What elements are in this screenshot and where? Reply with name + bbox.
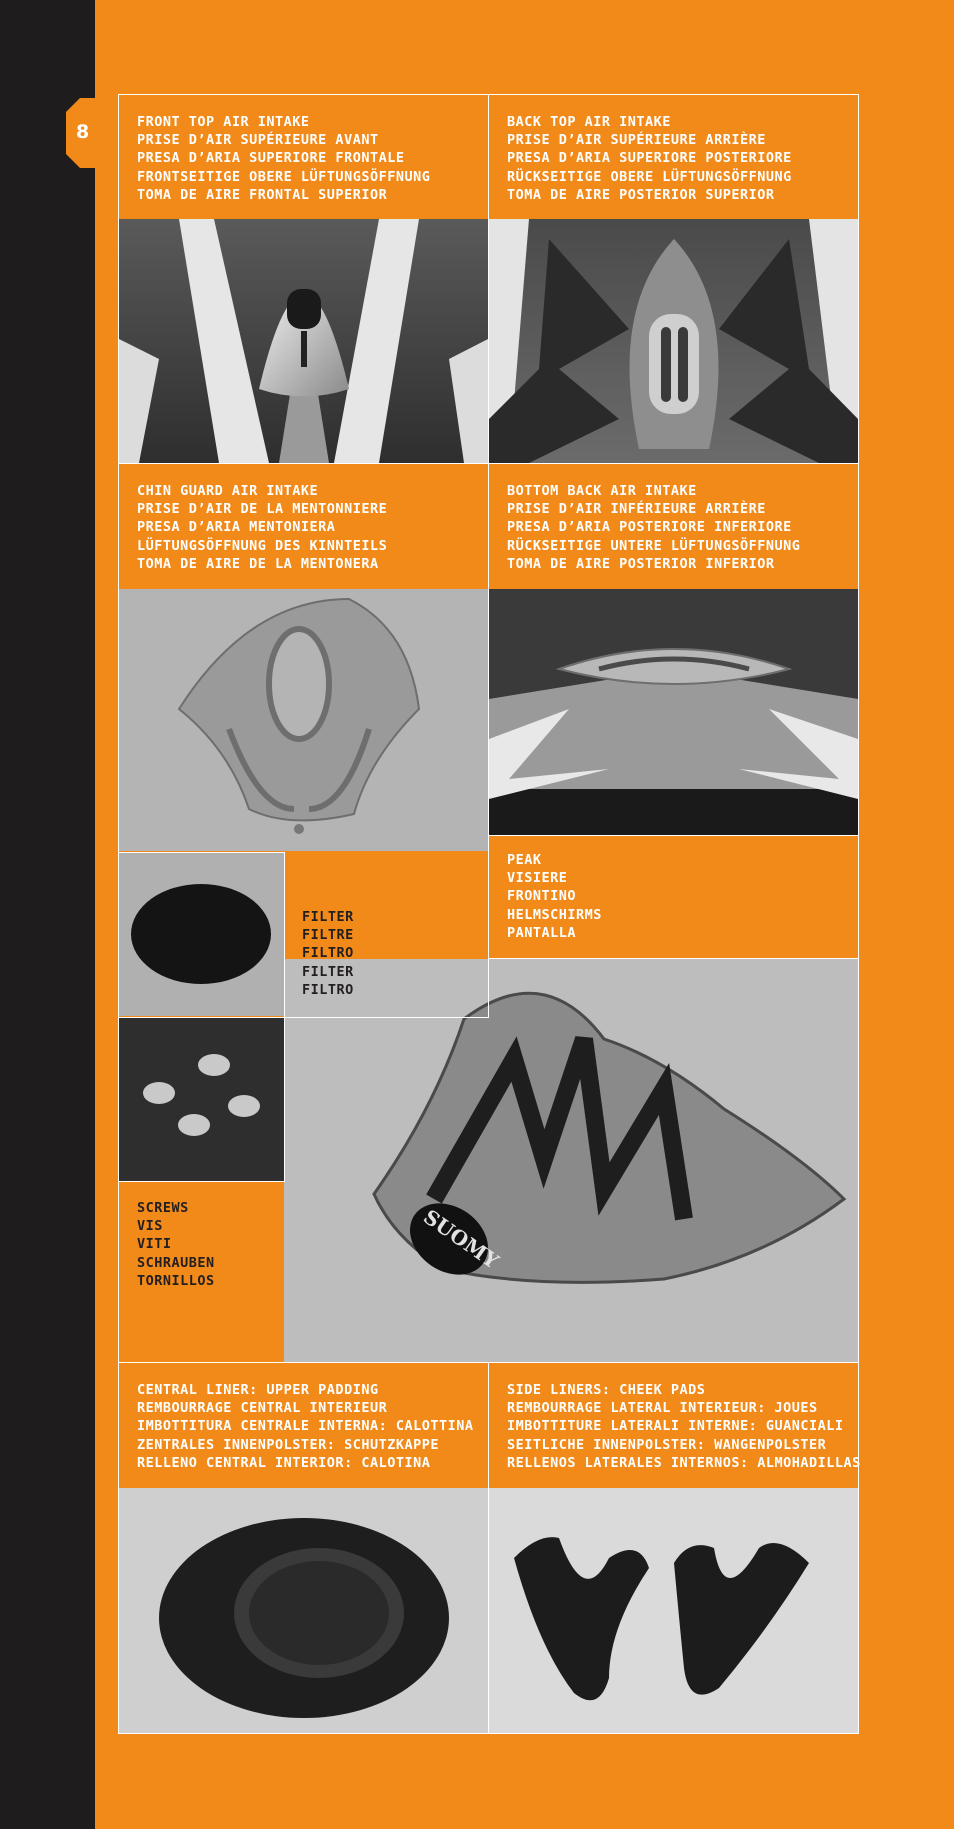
bottom-back-air-intake-photo — [489, 589, 858, 835]
label-line: FILTRE — [302, 927, 354, 944]
label-line: LÜFTUNGSÖFFNUNG DES KINNTEILS — [137, 537, 388, 554]
label-line: TOMA DE AIRE POSTERIOR SUPERIOR — [507, 186, 775, 203]
label-line: FRONT TOP AIR INTAKE — [137, 114, 310, 130]
page-number: 8 — [76, 121, 90, 143]
side-liners-label — [507, 1381, 861, 1472]
label-line: TOMA DE AIRE FRONTAL SUPERIOR — [137, 186, 388, 203]
label-line: SEITLICHE INNENPOLSTER: WANGENPOLSTER — [507, 1436, 827, 1453]
peak-logo-text: SUOMY — [419, 1204, 504, 1274]
label-line: PANTALLA — [507, 924, 577, 941]
label-line: TOMA DE AIRE DE LA MENTONERA — [137, 555, 379, 572]
front-top-air-intake-photo — [119, 219, 488, 463]
bottom-back-air-intake-label — [507, 482, 800, 573]
label-line: HELMSCHIRMS — [507, 906, 602, 923]
label-line: IMBOTTITURA CENTRALE INTERNA: CALOTTINA — [137, 1418, 474, 1435]
label-line: PEAK — [507, 852, 542, 868]
label-line: PRESA D’ARIA POSTERIORE INFERIORE — [507, 519, 792, 536]
back-top-air-intake-label — [507, 113, 792, 204]
label-line: ZENTRALES INNENPOLSTER: SCHUTZKAPPE — [137, 1436, 439, 1453]
label-line: REMBOURRAGE CENTRAL INTERIEUR — [137, 1400, 388, 1417]
label-line: PRISE D’AIR SUPÉRIEURE ARRIÈRE — [507, 132, 766, 149]
label-line: FILTRO — [302, 981, 354, 998]
front-top-air-intake-label — [137, 113, 430, 204]
label-line: PRESA D’ARIA SUPERIORE POSTERIORE — [507, 150, 792, 167]
central-liner-label — [137, 1381, 473, 1472]
filter-photo — [119, 852, 284, 1016]
filter-label — [302, 908, 354, 999]
screws-label — [137, 1199, 215, 1290]
label-line: FRONTINO — [507, 888, 577, 905]
label-line: VIS — [137, 1218, 163, 1235]
label-line: PRESA D’ARIA SUPERIORE FRONTALE — [137, 150, 405, 167]
label-line: RÜCKSEITIGE UNTERE LÜFTUNGSÖFFNUNG — [507, 537, 801, 554]
peak-label — [507, 851, 602, 942]
label-line: CENTRAL LINER: UPPER PADDING — [137, 1382, 379, 1398]
label-line: VISIERE — [507, 870, 568, 887]
label-line: CHIN GUARD AIR INTAKE — [137, 483, 319, 499]
label-line: VITI — [137, 1236, 172, 1253]
label-line: FRONTSEITIGE OBERE LÜFTUNGSÖFFNUNG — [137, 168, 431, 185]
chin-guard-air-intake-photo — [119, 589, 488, 851]
label-line: RELLENO CENTRAL INTERIOR: CALOTINA — [137, 1454, 431, 1471]
central-liner-photo — [119, 1488, 488, 1733]
label-line: BOTTOM BACK AIR INTAKE — [507, 483, 697, 499]
label-line: PRISE D’AIR SUPÉRIEURE AVANT — [137, 132, 379, 149]
label-line: TOMA DE AIRE POSTERIOR INFERIOR — [507, 555, 775, 572]
page-spine — [0, 0, 95, 1829]
label-line: REMBOURRAGE LATERAL INTERIEUR: JOUES — [507, 1400, 818, 1417]
label-line: PRISE D’AIR INFÉRIEURE ARRIÈRE — [507, 501, 766, 518]
label-line: IMBOTTITURE LATERALI INTERNE: GUANCIALI — [507, 1418, 844, 1435]
label-line: TORNILLOS — [137, 1272, 215, 1289]
peak-photo — [284, 959, 858, 1362]
back-top-air-intake-photo — [489, 219, 858, 463]
label-line: SCREWS — [137, 1200, 189, 1216]
label-line: SCHRAUBEN — [137, 1254, 215, 1271]
screws-photo — [119, 1018, 284, 1182]
label-line: FILTRO — [302, 945, 354, 962]
label-line: FILTER — [302, 909, 354, 925]
label-line: BACK TOP AIR INTAKE — [507, 114, 671, 130]
side-liners-photo — [489, 1488, 858, 1733]
chin-guard-air-intake-label — [137, 482, 387, 573]
label-line: PRESA D’ARIA MENTONIERA — [137, 519, 336, 536]
label-line: SIDE LINERS: CHEEK PADS — [507, 1382, 706, 1398]
label-line: PRISE D’AIR DE LA MENTONNIERE — [137, 501, 388, 518]
label-line: FILTER — [302, 963, 354, 980]
label-line: RELLENOS LATERALES INTERNOS: ALMOHADILLAS — [507, 1454, 861, 1471]
label-line: RÜCKSEITIGE OBERE LÜFTUNGSÖFFNUNG — [507, 168, 792, 185]
